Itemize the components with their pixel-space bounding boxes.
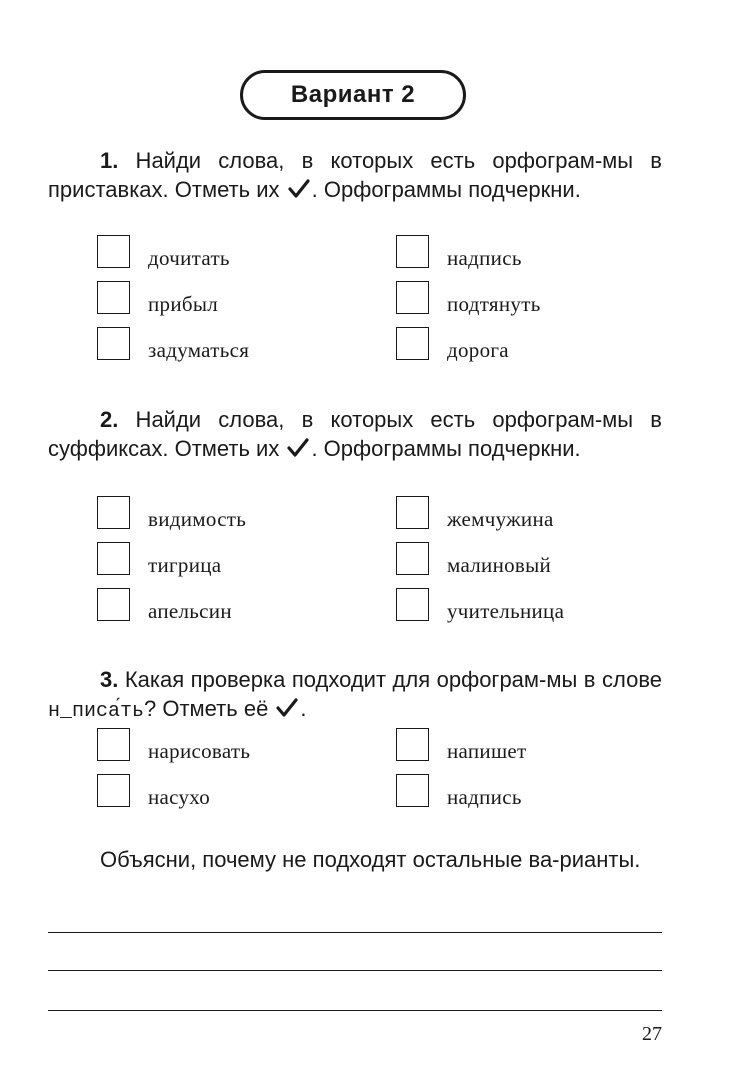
checkbox-icon[interactable] <box>97 542 130 575</box>
checkbox-icon[interactable] <box>396 542 429 575</box>
checkbox-icon[interactable] <box>97 496 130 529</box>
option-word: дорога <box>447 337 509 362</box>
checkbox-icon[interactable] <box>396 281 429 314</box>
task-3-prompt <box>48 665 662 726</box>
checkbox-icon[interactable] <box>396 327 429 360</box>
explain-prompt: Объясни, почему не подходят остальные ва-рианты. <box>100 847 641 872</box>
option-word: видимость <box>148 506 247 531</box>
variant-title <box>240 70 466 120</box>
task-2-number: 2. <box>100 407 119 432</box>
check-icon <box>287 438 309 458</box>
task-1-number: 1. <box>100 148 119 173</box>
checkbox-icon[interactable] <box>97 235 130 268</box>
task-3-word: н_писа́ть <box>48 700 145 723</box>
answer-line[interactable] <box>48 1010 662 1011</box>
checkbox-icon[interactable] <box>396 588 429 621</box>
option-word: тигрица <box>148 552 222 577</box>
option-word: надпись <box>447 784 522 809</box>
option-item[interactable] <box>97 585 232 623</box>
task-3-number: 3. <box>100 667 119 692</box>
option-item[interactable] <box>97 725 250 763</box>
option-word: апельсин <box>148 598 232 623</box>
option-item[interactable] <box>396 539 551 577</box>
option-item[interactable] <box>396 232 522 270</box>
variant-title-text: Вариант 2 <box>290 81 416 108</box>
option-word: дочитать <box>148 245 230 270</box>
checkbox-icon[interactable] <box>396 774 429 807</box>
checkbox-icon[interactable] <box>97 281 130 314</box>
option-word: прибыл <box>148 291 219 316</box>
task-3-text-b: ? Отметь её <box>144 696 275 721</box>
option-item[interactable] <box>97 493 246 531</box>
task-1-text-a: Найди слова, в которых есть орфограм-мы в приставках. Отметь их <box>48 148 662 202</box>
option-word: надпись <box>447 245 522 270</box>
option-item[interactable] <box>97 771 210 809</box>
option-word: малиновый <box>447 552 552 577</box>
page-number: 27 <box>642 1023 662 1045</box>
option-word: напишет <box>447 738 527 763</box>
option-item[interactable] <box>396 725 527 763</box>
checkbox-icon[interactable] <box>396 728 429 761</box>
option-item[interactable] <box>97 539 221 577</box>
option-item[interactable] <box>396 324 509 362</box>
option-item[interactable] <box>396 278 541 316</box>
option-item[interactable] <box>97 232 230 270</box>
option-item[interactable] <box>396 771 522 809</box>
option-item[interactable] <box>97 278 218 316</box>
task-1-prompt <box>48 146 662 204</box>
option-word: подтянуть <box>447 291 541 316</box>
check-icon <box>276 698 298 718</box>
option-item[interactable] <box>396 585 564 623</box>
task-2-prompt <box>48 405 662 463</box>
checkbox-icon[interactable] <box>396 235 429 268</box>
task-3-text-a: Какая проверка подходит для орфограм-мы в слове <box>118 667 662 692</box>
checkbox-icon[interactable] <box>97 588 130 621</box>
task-2-text-b: . Орфограммы подчеркни. <box>311 436 581 461</box>
checkbox-icon[interactable] <box>396 496 429 529</box>
checkbox-icon[interactable] <box>97 327 130 360</box>
check-icon <box>288 179 310 199</box>
option-item[interactable] <box>97 324 249 362</box>
answer-line[interactable] <box>48 932 662 933</box>
option-word: нарисовать <box>148 738 251 763</box>
checkbox-icon[interactable] <box>97 728 130 761</box>
option-word: насухо <box>148 784 211 809</box>
checkbox-icon[interactable] <box>97 774 130 807</box>
task-3-text-c: . <box>300 696 307 721</box>
option-word: жемчужина <box>447 506 554 531</box>
task-1-text-b: . Орфограммы подчеркни. <box>311 177 581 202</box>
option-word: учительница <box>447 598 565 623</box>
answer-line[interactable] <box>48 970 662 971</box>
task-2-text-a: Найди слова, в которых есть орфограм-мы в суффиксах. Отметь их <box>48 407 662 461</box>
option-item[interactable] <box>396 493 554 531</box>
option-word: задуматься <box>148 337 250 362</box>
